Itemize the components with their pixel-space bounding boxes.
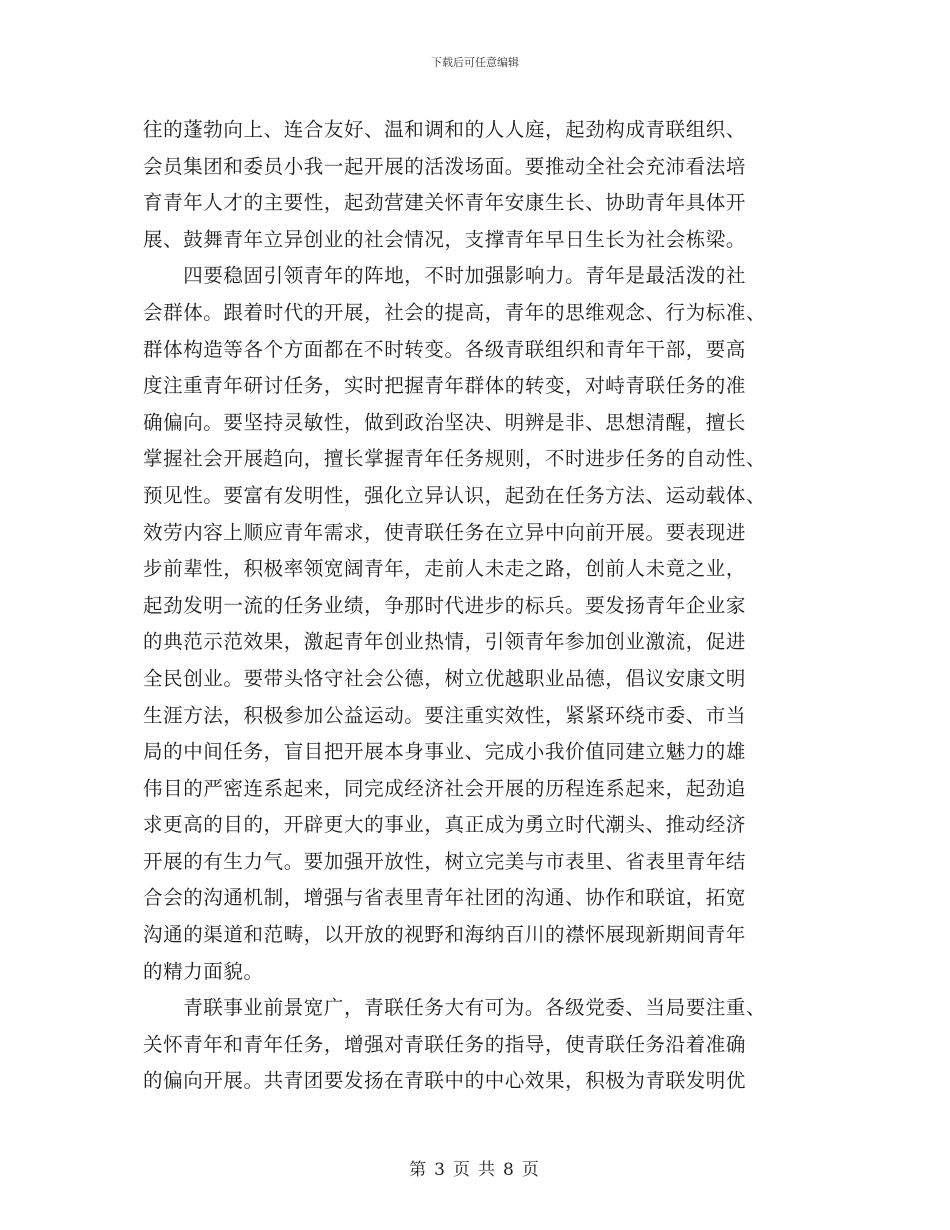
- text-line: 开展的有生力气。要加强开放性，树立完美与市表里、省表里青年结: [143, 849, 747, 873]
- text-line: 步前辈性，积极率领宽阔青年，走前人未走之路，创前人未竟之业，: [143, 557, 747, 581]
- text-line: 局的中间任务，盲目把开展本身事业、完成小我价值同建立魅力的雄: [143, 740, 747, 764]
- footer-label-total: 共: [478, 1160, 497, 1180]
- text-line: 掌握社会开展趋向，擅长掌握青年任务规则，不时进步任务的自动性、: [143, 447, 767, 471]
- text-line: 会群体。跟着时代的开展，社会的提高，青年的思维观念、行为标准、: [143, 300, 767, 324]
- text-line: 育青年人才的主要性，起劲营建关怀青年安康生长、协助青年具体开: [143, 191, 747, 215]
- text-line: 青联事业前景宽广，青联任务大有可为。各级党委、当局要注重、: [143, 996, 767, 1020]
- current-page-number: 3: [434, 1160, 447, 1180]
- text-line: 确偏向。要坚持灵敏性，做到政治坚决、明辨是非、思想清醒，擅长: [143, 410, 747, 434]
- footer-label-before: 第: [409, 1160, 429, 1180]
- text-line: 伟目的严密连系起来，同完成经济社会开展的历程连系起来，起劲追: [143, 776, 747, 800]
- text-line: 群体构造等各个方面都在不时转变。各级青联组织和青年干部，要高: [143, 337, 747, 361]
- text-line: 度注重青年研讨任务，实时把握青年群体的转变，对峙青联任务的准: [143, 374, 747, 398]
- text-line: 沟通的渠道和范畴，以开放的视野和海纳百川的襟怀展现新期间青年: [143, 923, 747, 947]
- text-line: 效劳内容上顺应青年需求，使青联任务在立异中向前开展。要表现进: [143, 520, 747, 544]
- text-line: 四要稳固引领青年的阵地，不时加强影响力。青年是最活泼的社: [143, 264, 747, 288]
- text-line: 关怀青年和青年任务，增强对青联任务的指导，使青联任务沿着准确: [143, 1032, 747, 1056]
- text-line: 全民创业。要带头恪守社会公德，树立优越职业品德，倡议安康文明: [143, 666, 747, 690]
- text-line: 生涯方法，积极参加公益运动。要注重实效性，紧紧环绕市委、市当: [143, 703, 747, 727]
- text-line: 起劲发明一流的任务业绩，争那时代进步的标兵。要发扬青年企业家: [143, 593, 747, 617]
- text-line: 的精力面貌。: [143, 959, 264, 983]
- text-line: 往的蓬勃向上、连合友好、温和调和的人人庭，起劲构成青联组织、: [143, 118, 747, 141]
- text-line: 合会的沟通机制，增强与省表里青年社团的沟通、协作和联谊，拓宽: [143, 886, 747, 910]
- page-footer: [0, 1155, 950, 1180]
- page-header: 下载后可任意编辑: [431, 56, 519, 69]
- footer-label-page: 页: [453, 1160, 472, 1180]
- text-line: 求更高的目的，开辟更大的事业，真正成为勇立时代潮头、推动经济: [143, 813, 747, 837]
- text-line: 的偏向开展。共青团要发扬在青联中的中心效果，积极为青联发明优: [143, 1069, 747, 1093]
- text-line: 的典范示范效果，激起青年创业热情，引领青年参加创业激流，促进: [143, 630, 747, 654]
- total-page-count: 8: [503, 1160, 516, 1180]
- footer-label-after: 页: [521, 1160, 541, 1180]
- text-line: 预见性。要富有发明性，强化立异认识，起劲在任务方法、运动载体、: [143, 483, 767, 507]
- body-text: [143, 112, 803, 1100]
- text-line: 展、鼓舞青年立异创业的社会情况，支撑青年早日生长为社会栋梁。: [143, 227, 747, 251]
- text-line: 会员集团和委员小我一起开展的活泼场面。要推动全社会充沛看法培: [143, 154, 747, 178]
